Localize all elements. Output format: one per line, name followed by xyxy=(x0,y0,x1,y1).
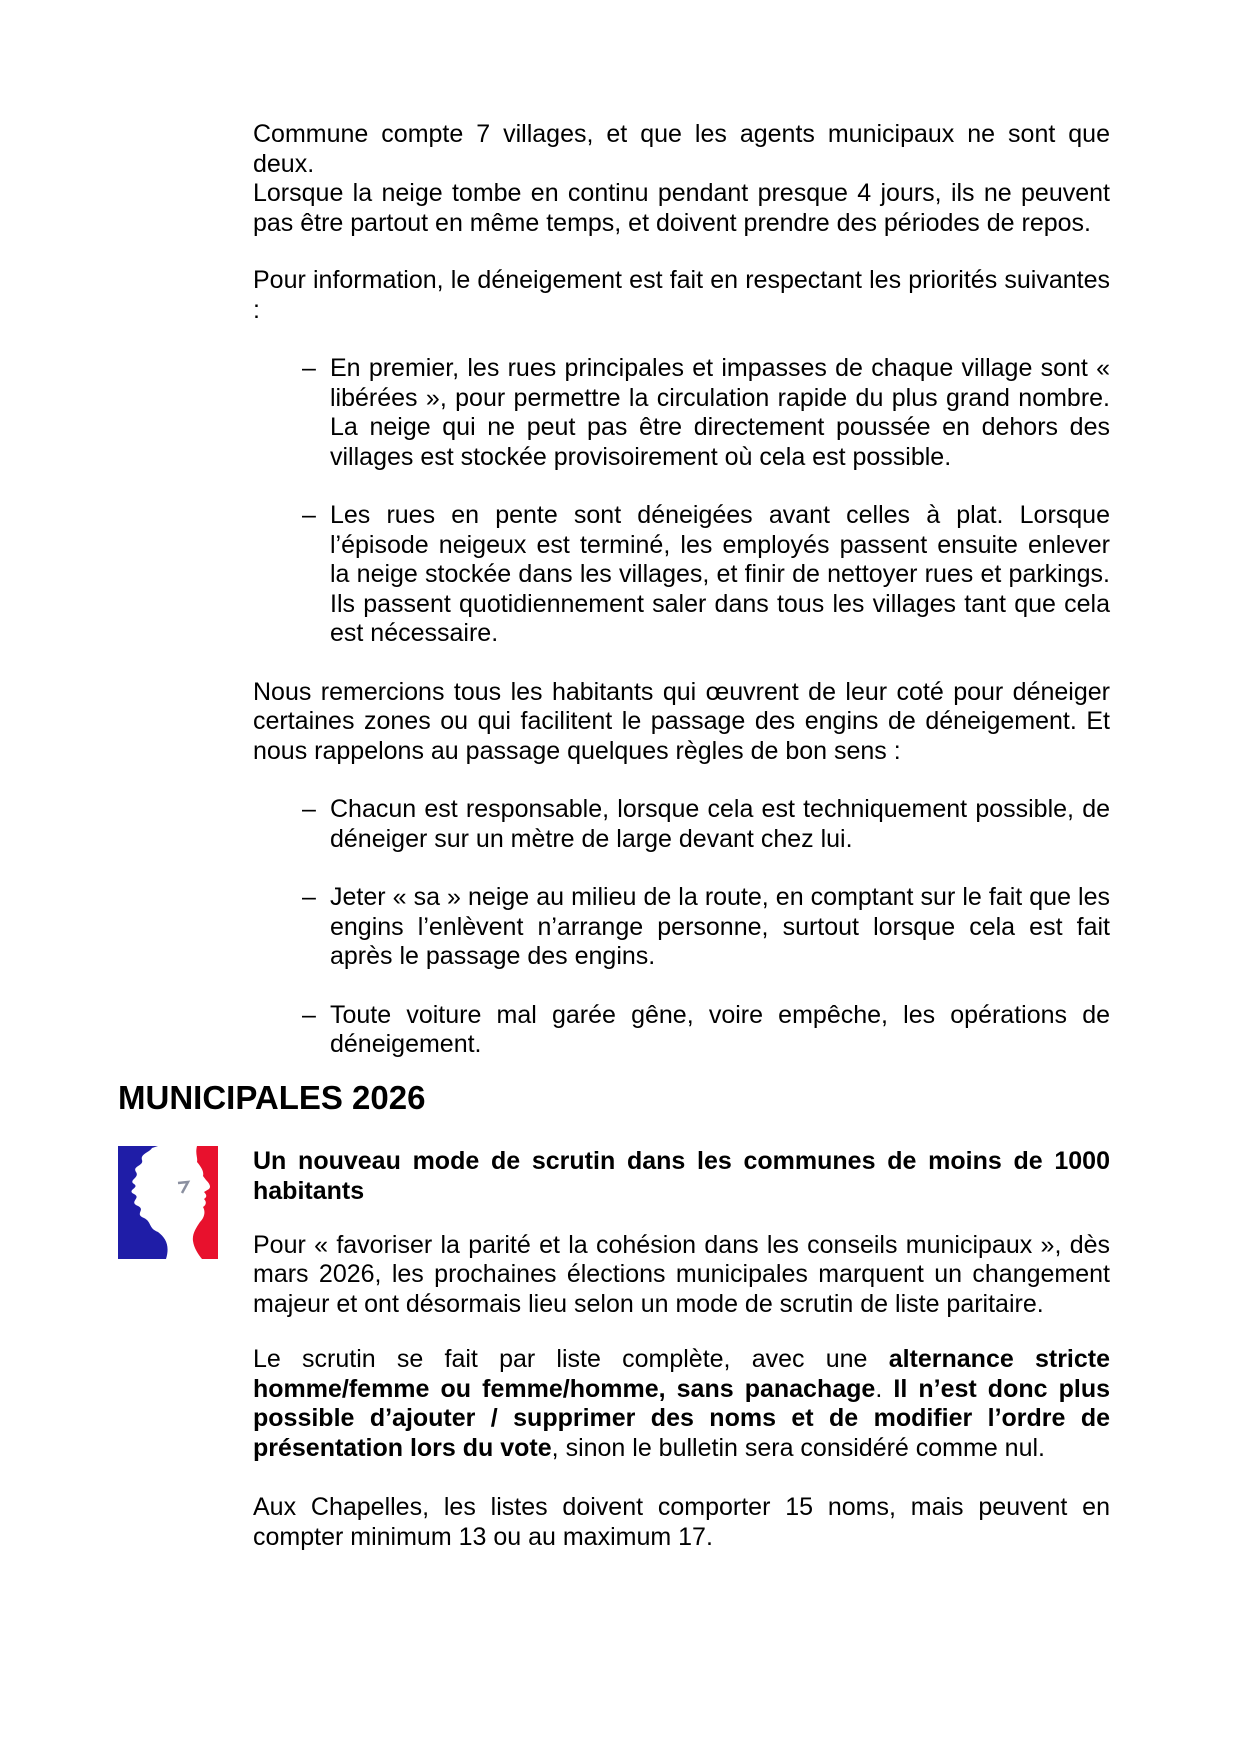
paragraph-chapelles-listes: Aux Chapelles, les listes doivent comporter 15 noms, mais peuvent en compter minimum 13 ou au maximum 17. xyxy=(253,1493,1110,1551)
section-heading-municipales-2026: MUNICIPALES 2026 xyxy=(118,1078,426,1116)
paragraph-neige-continu: Lorsque la neige tombe en continu pendant presque 4 jours, ils ne peuvent pas être partout en même temps, et doivent prendre des périodes de repos. xyxy=(253,179,1110,237)
list-item-text: Jeter « sa » neige au milieu de la route, en comptant sur le fait que les engins l’enlèvent n’arrange personne, surtout lorsque cela est fait après le passage des engins. xyxy=(330,883,1110,970)
list-item-text: En premier, les rues principales et impasses de chaque village sont « libérées », pour permettre la circulation rapide du plus grand nombre. La neige qui ne peut pas être directement poussée en dehors des villages est stockée provisoirement où cela est possible. xyxy=(330,354,1110,471)
list-item-text: Toute voiture mal garée gêne, voire empêche, les opérations de déneigement. xyxy=(330,1000,1110,1058)
scrutin-text-bold-alternance: alternance stricte homme/femme ou femme/homme, sans panachage xyxy=(253,1345,1111,1403)
marianne-logo-icon xyxy=(118,1146,218,1259)
list-item-text: Les rues en pente sont déneigées avant celles à plat. Lorsque l’épisode neigeux est terminé, les employés passent ensuite enlever la neige stockée dans les villages, et finir de nettoyer rues et parkings. Ils passent quotidiennement saler dans tous les villages tant que cela est nécessaire. xyxy=(330,501,1110,647)
bullet-dash-icon: – xyxy=(302,1000,316,1029)
list-item-text: Chacun est responsable, lorsque cela est techniquement possible, de déneiger sur un mètre de large devant chez lui. xyxy=(330,795,1110,853)
paragraph-scrutin-liste xyxy=(253,1345,1110,1463)
list-item-priorite-1 xyxy=(302,354,1110,472)
bullet-dash-icon: – xyxy=(302,354,316,382)
bullet-dash-icon: – xyxy=(302,501,316,529)
list-item-regle-2 xyxy=(302,883,1110,972)
paragraph-priorites-intro: Pour information, le déneigement est fait en respectant les priorités suivantes : xyxy=(253,266,1110,324)
scrutin-text-bold-interdiction: Il n’est donc plus possible d’ajouter / supprimer des noms et de modifier l’ordre de présentation lors du vote xyxy=(253,1374,1110,1462)
scrutin-text-regular: , sinon le bulletin sera considéré comme nul. xyxy=(551,1433,1045,1462)
list-item-regle-1 xyxy=(302,795,1110,854)
paragraph-remerciements: Nous remercions tous les habitants qui œuvrent de leur coté pour déneiger certaines zones ou qui facilitent le passage des engins de déneigement. Et nous rappelons au passage quelques règles de bon sens : xyxy=(253,677,1110,765)
scrutin-text-regular: . xyxy=(875,1374,894,1403)
paragraph-commune-villages: Commune compte 7 villages, et que les agents municipaux ne sont que deux. xyxy=(253,120,1110,178)
scrutin-text-regular: Le scrutin se fait par liste complète, avec une xyxy=(253,1345,889,1373)
bullet-dash-icon: – xyxy=(302,883,316,911)
paragraph-parite: Pour « favoriser la parité et la cohésion dans les conseils municipaux », dès mars 2026, les prochaines élections municipales marquent un changement majeur et ont désormais lieu selon un mode de scrutin de liste paritaire. xyxy=(253,1230,1110,1318)
bullet-dash-icon: – xyxy=(302,795,316,823)
subheading-nouveau-mode-scrutin: Un nouveau mode de scrutin dans les communes de moins de 1000 habitants xyxy=(253,1146,1110,1205)
list-item-priorite-2 xyxy=(302,501,1110,649)
municipales-section xyxy=(118,1146,1110,1553)
page-content xyxy=(118,0,1110,1552)
list-item-regle-3 xyxy=(302,1001,1110,1060)
